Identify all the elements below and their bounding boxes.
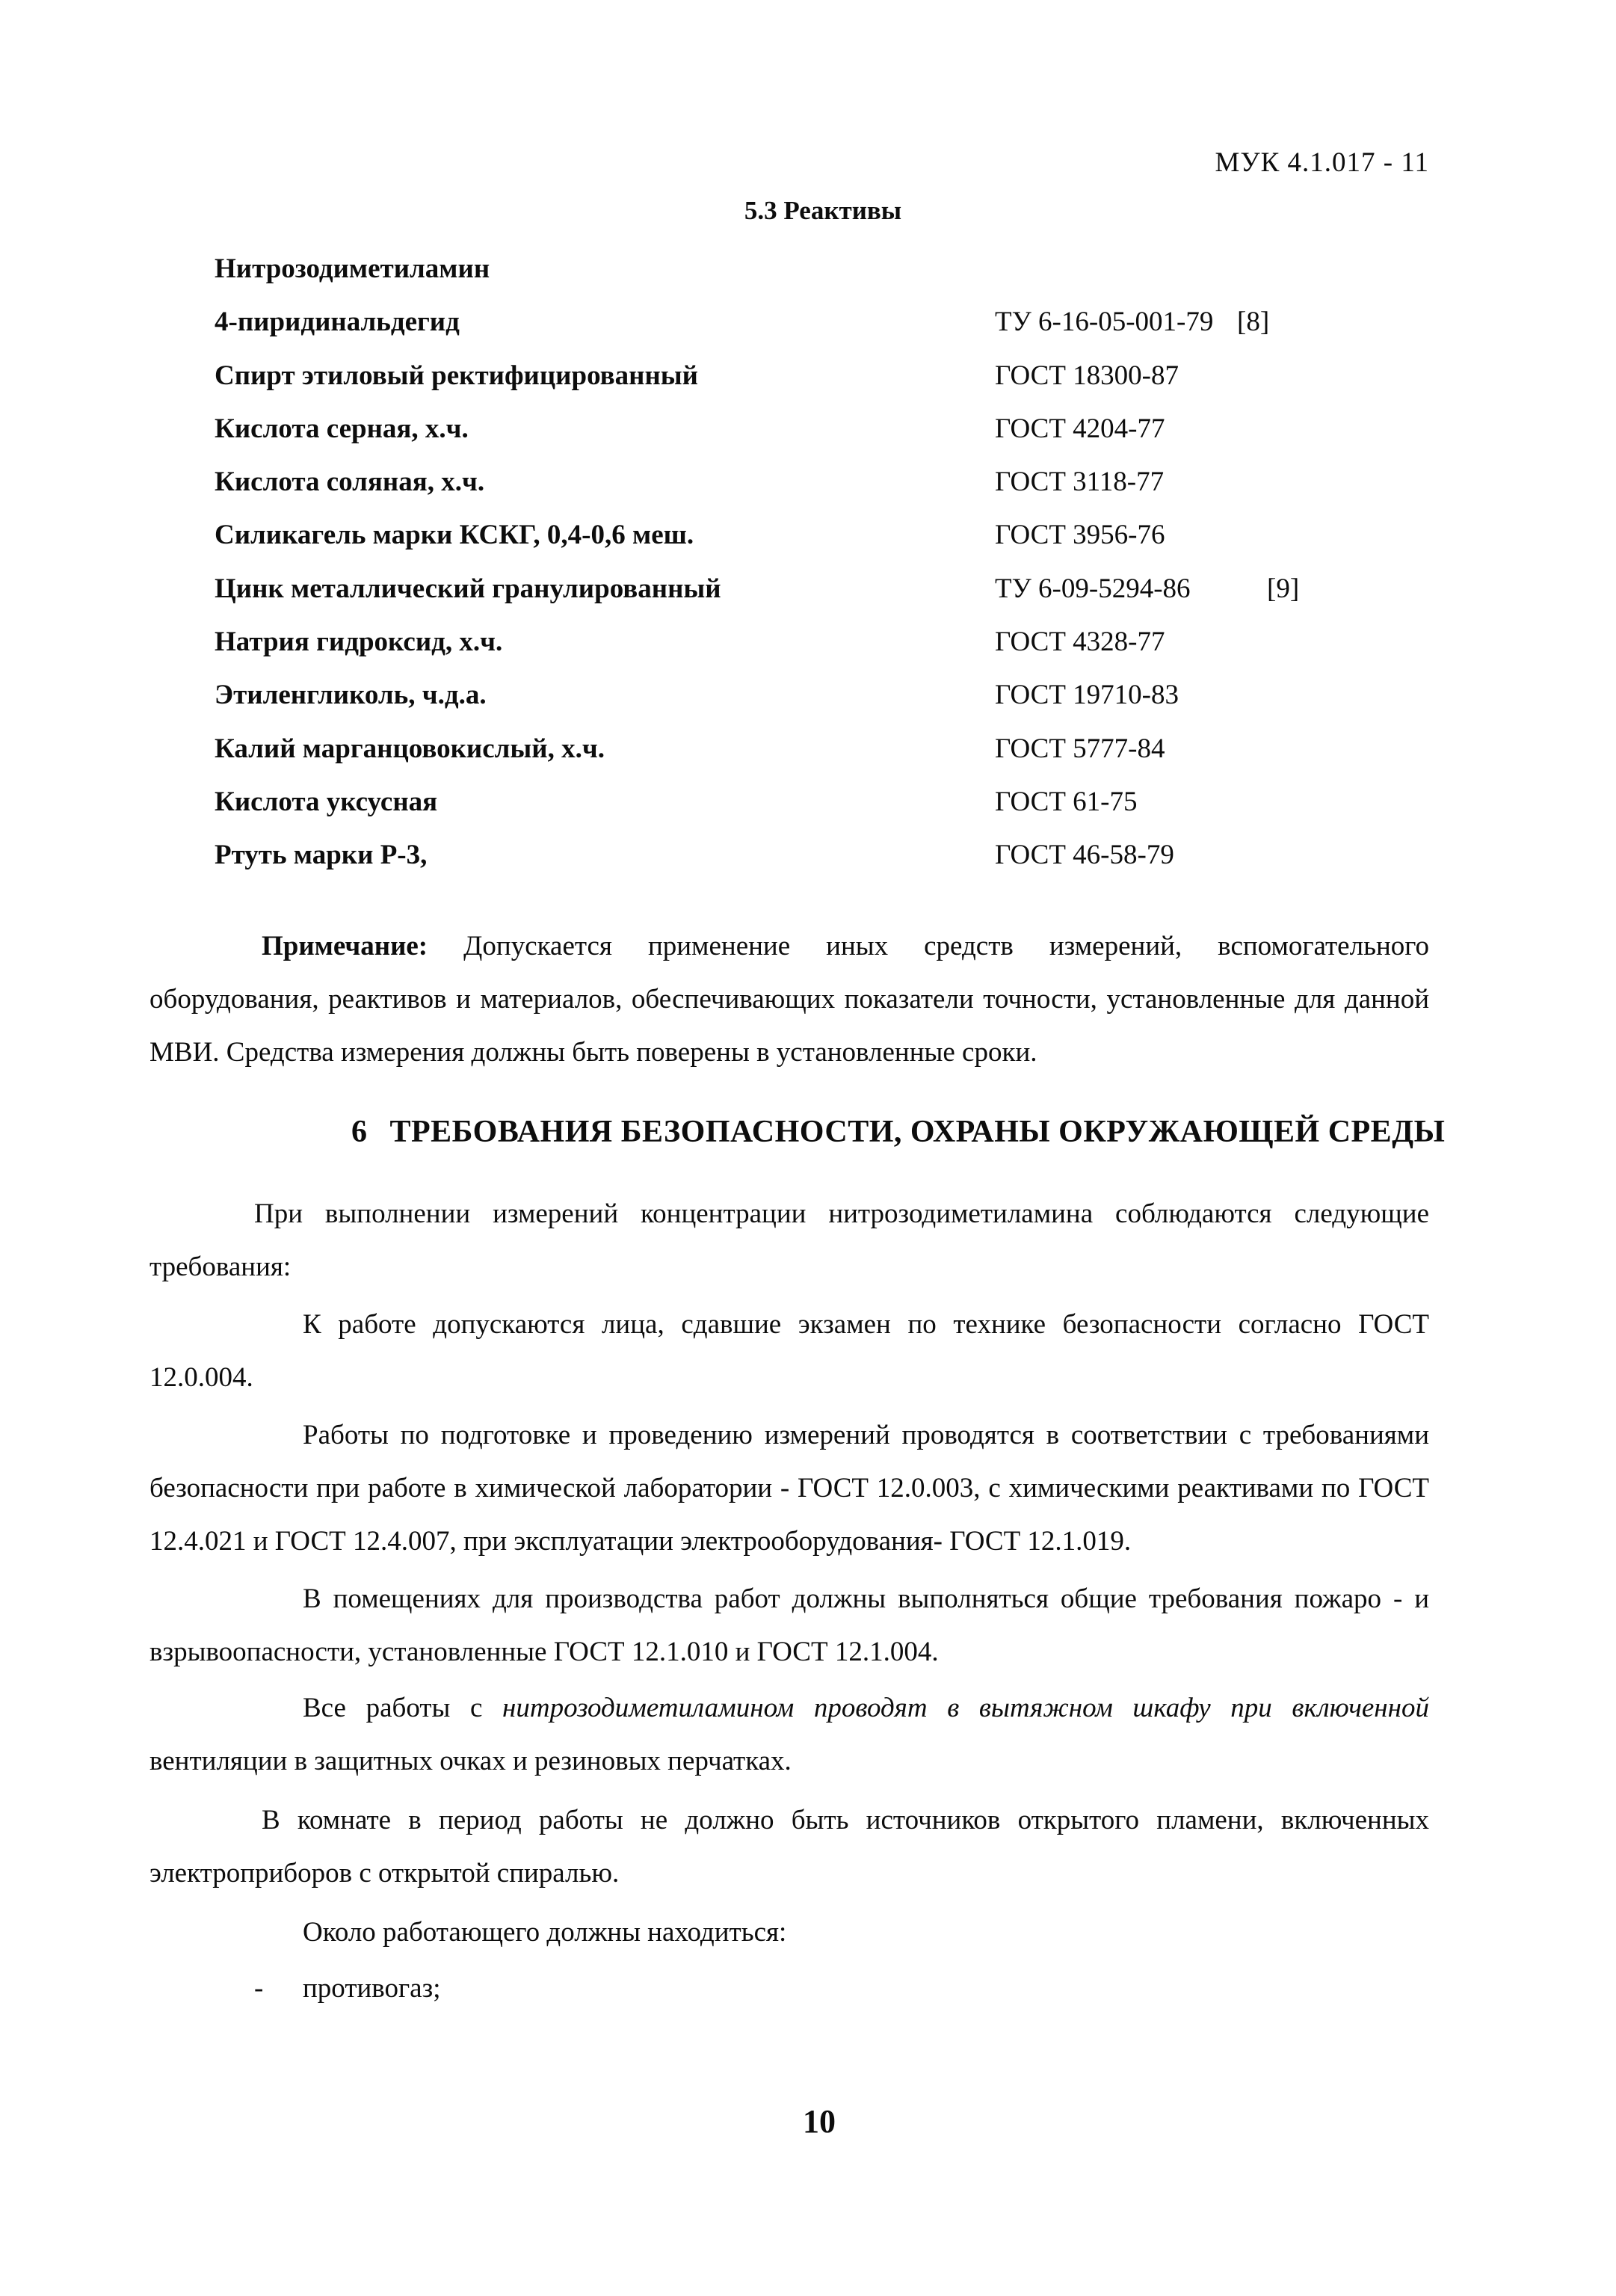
section-6-paragraph (149, 1681, 1429, 1788)
note-text: Допускается применение иных средств измерений, вспомогательного оборудования, реактивов и материалов, обеспечивающих показатели точности, установленные для данной МВИ. Средства измерения должны быть поверены в установленные сроки. (149, 931, 1429, 1068)
section-6-intro: При выполнении измерений концентрации нитрозодиметиламина соблюдаются следующие требования: (149, 1198, 1429, 1282)
reagent-reference: [8] (1237, 307, 1270, 338)
bullet-mark: - (254, 1973, 264, 2004)
section-6-paragraph: В комнате в период работы не должно быть источников открытого пламени, включенных электроприборов с открытой спиралью. (149, 1805, 1429, 1889)
reagent-standard: ГОСТ 4204-77 (995, 413, 1165, 444)
reagent-name: Нитрозодиметиламин (215, 253, 490, 284)
reagent-standard: ГОСТ 3118-77 (995, 467, 1165, 498)
reagent-name: Кислота серная, х.ч. (215, 413, 469, 444)
reagent-name: Спирт этиловый ректифицированный (215, 360, 698, 391)
reagent-row (215, 564, 1381, 617)
reagent-name: Цинк металлический гранулированный (215, 573, 721, 604)
reagent-row (215, 297, 1381, 350)
section-6-body (149, 1187, 1429, 2015)
bullet-item (149, 1962, 1429, 2015)
reagent-name: Силикагель марки КСКГ, 0,4-0,6 меш. (215, 520, 694, 551)
reagent-row (215, 244, 1381, 297)
paragraph-text: вентиляции в защитных очках и резиновых перчатках. (149, 1746, 792, 1776)
reagent-standard: ГОСТ 46-58-79 (995, 840, 1174, 871)
reagent-row (215, 670, 1381, 723)
section-6-paragraph: Работы по подготовке и проведению измерений проводятся в соответствии с требованиями безопасности при работе в химической лаборатории - ГОСТ 12.0.003, с химическими реактивами по ГОСТ 12.4.021 и ГОСТ 12.4.007, при эксплуатации электрооборудования- ГОСТ 12.1.019. (149, 1420, 1429, 1557)
reagent-name: Этиленгликоль, ч.д.а. (215, 680, 487, 711)
reagent-name: Калий марганцовокислый, х.ч. (215, 733, 605, 764)
document-code: МУК 4.1.017 - 11 (1215, 147, 1429, 178)
reagent-row (215, 351, 1381, 404)
section-6-paragraph: В помещениях для производства работ должны выполняться общие требования пожаро - и взрывоопасности, установленные ГОСТ 12.1.010 и ГОСТ 12.1.004. (149, 1583, 1429, 1667)
reagent-row (215, 510, 1381, 563)
reagent-name: Кислота соляная, х.ч. (215, 467, 485, 498)
reagent-standard: ГОСТ 4328-77 (995, 627, 1165, 658)
section-6-paragraph: К работе допускаются лица, сдавшие экзамен по технике безопасности согласно ГОСТ 12.0.004. (149, 1309, 1429, 1393)
reagent-name: Кислота уксусная (215, 786, 438, 817)
reagent-reference: [9] (1267, 573, 1300, 604)
page-number: 10 (803, 2103, 836, 2140)
reagent-row (215, 830, 1381, 883)
reagent-standard: ГОСТ 61-75 (995, 786, 1138, 817)
section-6-number: 6 (351, 1115, 368, 1149)
reagent-row (215, 457, 1381, 510)
bullet-text: противогаз; (303, 1973, 441, 2004)
reagent-name: Ртуть марки Р-3, (215, 840, 428, 871)
paragraph-text: Все работы с (303, 1693, 483, 1723)
reagent-standard: ТУ 6-09-5294-86 (995, 573, 1191, 604)
reagent-row (215, 404, 1381, 457)
paragraph-italic-text: нитрозодиметиламином проводят в вытяжном шкафу при включенной (502, 1693, 1430, 1723)
reagents-list (215, 244, 1381, 884)
section-6-title: ТРЕБОВАНИЯ БЕЗОПАСНОСТИ, ОХРАНЫ ОКРУЖАЮЩЕЙ СРЕДЫ (389, 1115, 1446, 1149)
reagent-standard: ГОСТ 19710-83 (995, 680, 1179, 711)
section-6-heading (351, 1114, 1446, 1150)
reagent-name: Натрия гидроксид, х.ч. (215, 627, 503, 658)
reagent-standard: ГОСТ 18300-87 (995, 360, 1179, 391)
reagent-row (215, 617, 1381, 670)
note-label: Примечание: (262, 931, 428, 961)
reagent-name: 4-пиридинальдегид (215, 307, 460, 338)
reagent-standard: ГОСТ 3956-76 (995, 520, 1165, 551)
reagent-standard: ТУ 6-16-05-001-79 (995, 307, 1214, 338)
reagents-heading: 5.3 Реактивы (744, 196, 902, 225)
reagent-row (215, 724, 1381, 777)
section-6-paragraph: Около работающего должны находиться: (303, 1917, 787, 1948)
reagent-row (215, 777, 1381, 830)
note-paragraph (149, 920, 1429, 1079)
reagent-standard: ГОСТ 5777-84 (995, 733, 1165, 764)
